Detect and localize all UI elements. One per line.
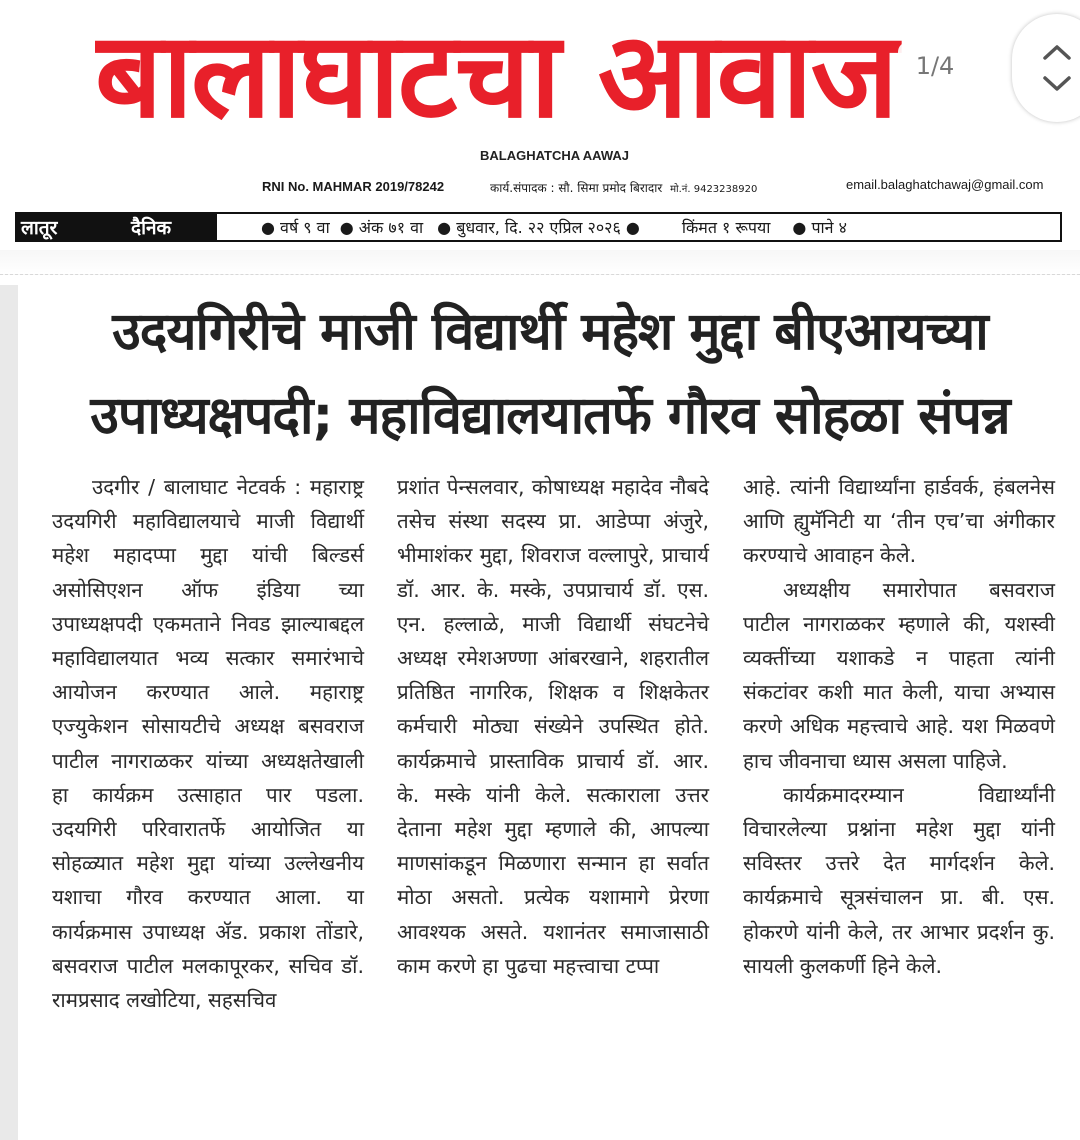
page-counter: 1/4 [898, 42, 972, 90]
page-tear-divider [0, 250, 1080, 275]
chevron-up-icon[interactable] [1034, 40, 1080, 64]
rni-number: RNI No. MAHMAR 2019/78242 [262, 179, 445, 194]
masthead-subtitle: BALAGHATCHA AAWAJ [480, 148, 630, 163]
dateline-left [17, 214, 217, 240]
page-margin [0, 285, 18, 1140]
article-column-2 [397, 470, 709, 983]
dateline-pages: ● पाने ४ [792, 218, 847, 237]
dateline-right [217, 216, 847, 238]
column-3-paragraph-2: अध्यक्षीय समारोपात बसवराज पाटील नागराळकर म्हणाले की, यशस्वी व्यक्तींच्या यशाकडे न पाहता त्यांनी संकटांवर कशी मात केली, याचा अभ्यास करणे अधिक महत्त्वाचे आहे. यश मिळवणे हाच जीवनाचा ध्यास असला पाहिजे. [743, 577, 1055, 773]
headline-line-1: उदयगिरीचे माजी विद्यार्थी महेश मुद्दा बीएआयच्या [112, 302, 988, 362]
contact-email: email.balaghatchawaj@gmail.com [846, 177, 1044, 192]
column-3-paragraph-3: कार्यक्रमादरम्यान विद्यार्थ्यांनी विचारलेल्या प्रश्नांना महेश मुद्दा यांनी सविस्तर उत्तरे देत मार्गदर्शन केले. कार्यक्रमाचे सूत्रसंचालन प्रा. बी. एस. होकरणे यांनी केले, तर आभार प्रदर्शन कु. सायली कुलकर्णी हिने केले. [743, 782, 1055, 978]
dateline-issue: ● अंक ७१ वा [339, 218, 424, 237]
column-2-text: प्रशांत पेन्सलवार, कोषाध्यक्ष महादेव नौबदे तसेच संस्था सदस्य प्रा. आडेप्पा अंजुरे, भीमाशंकर मुद्दा, शिवराज वल्लापुरे, प्राचार्य डॉ. आर. के. मस्के, उपप्राचार्य डॉ. एस. एन. हल्लाळे, माजी विद्यार्थी संघटनेचे अध्यक्ष रमेशअण्णा आंबरखाने, शहरातील प्रतिष्ठित नागरिक, शिक्षक व शिक्षकेतर कर्मचारी मोठ्या संख्येने उपस्थित होते. कार्यक्रमाचे प्रास्ताविक प्राचार्य डॉ. आर. के. मस्के यांनी केले. सत्काराला उत्तर देताना महेश मुद्दा म्हणाले की, आपल्या माणसांकडून मिळणारा सन्मान हा सर्वात मोठा असतो. प्रत्येक यशामागे प्रेरणा आवश्यक असते. यशानंतर समाजासाठी काम करणे हा पुढचा महत्त्वाचा टप्पा [397, 475, 709, 978]
masthead-title: बालाघाटचा आवाज [95, 10, 897, 140]
column-1-text: उदगीर / बालाघाट नेटवर्क : महाराष्ट्र उदयगिरी महाविद्यालयाचे माजी विद्यार्थी महेश महादप्पा मुद्दा यांची बिल्डर्स असोसिएशन ऑफ इंडिया च्या उपाध्यक्षपदी एकमताने निवड झाल्याबद्दल महाविद्यालयात भव्य सत्कार समारंभाचे आयोजन करण्यात आले. महाराष्ट्र एज्युकेशन सोसायटीचे अध्यक्ष बसवराज पाटील नागराळकर यांच्या अध्यक्षतेखाली हा कार्यक्रम उत्साहात पार पडला. उदयगिरी परिवारातर्फे आयोजित या सोहळ्यात महेश मुद्दा यांच्या उल्लेखनीय यशाचा गौरव करण्यात आला. या कार्यक्रमास उपाध्यक्ष ॲड. प्रकाश तोंडारे, बसवराज पाटील मलकापूरकर, सचिव डॉ. रामप्रसाद लखोटिया, सहसचिव [52, 475, 364, 1013]
headline-line-2: उपाध्यक्षपदी; महाविद्यालयातर्फे गौरव सोहळा संपन्न [90, 386, 1010, 446]
column-3-paragraph-1: आहे. त्यांनी विद्यार्थ्यांना हार्डवर्क, हंबलनेस आणि ह्युमॅनिटी या ‘तीन एच’चा अंगीकार करण्याचे आवाहन केले. [743, 475, 1055, 568]
dateline-date: ● बुधवार, दि. २२ एप्रिल २०२६ ● [437, 218, 640, 237]
chevron-down-icon[interactable] [1034, 72, 1080, 96]
editor-line [490, 179, 757, 196]
article-headline [40, 290, 1060, 458]
article-column-3 [743, 470, 1055, 983]
dateline-year: ● वर्ष ९ वा [261, 218, 330, 237]
editor-name: कार्य.संपादक : सौ. सिमा प्रमोद बिरादार [490, 181, 663, 195]
page-navigation [1012, 14, 1080, 122]
editor-phone: मो.नं. 9423238920 [670, 184, 758, 195]
dateline-edition: दैनिक [131, 217, 172, 239]
article-column-1 [52, 470, 364, 1017]
dateline-city: लातूर [21, 217, 58, 239]
dateline-strip [15, 212, 1062, 242]
dateline-price: किंमत १ रूपया [681, 218, 771, 237]
